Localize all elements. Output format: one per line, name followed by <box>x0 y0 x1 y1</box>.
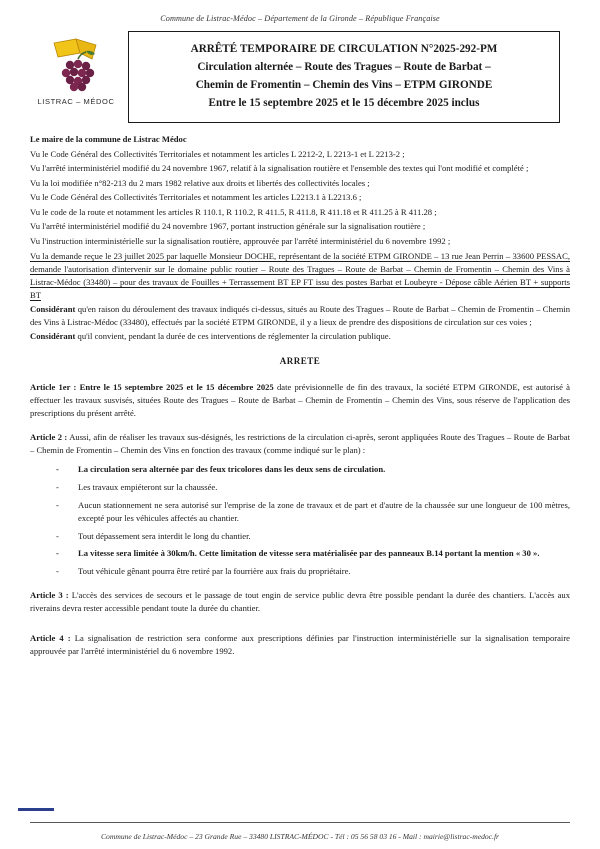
document-header-line: Commune de Listrac-Médoc – Département de la Gironde – République Française <box>160 14 440 23</box>
vu-item: Vu l'arrêté interministériel modifié du 24 novembre 1967, portant instruction générale sur la signalisation routière ; <box>30 221 426 232</box>
vu-item: Vu le code de la route et notamment les articles R 110.1, R 110.2, R 411.5, R 411.8, R 411.18 et R 411.25 à R 411.28 ; <box>30 206 437 217</box>
article-1-dates: Entre le 15 septembre 2025 et le 15 décembre 2025 <box>76 381 274 392</box>
considerant-1-label: Considérant <box>30 303 76 314</box>
article-2-list <box>30 463 570 578</box>
list-item: - Aucun stationnement ne sera autorisé sur l'emprise de la zone de travaux et de part et d'autre de la chaussée sur une longueur de 100 mètres, excepté pour les véhicules affectés au chantier. <box>56 499 570 525</box>
considerant-1-text: qu'en raison du déroulement des travaux indiqués ci-dessus, situés au Route des Tragues – Route de Barbat – Chemin de Fromentin – Chemin des Vins à Listrac-Médoc (33480), effectués par la société ETPM GIRONDE, il y a lieux de prendre des dispositions de circulation sur ces voies ; <box>30 303 570 327</box>
vu-item: Vu le Code Général des Collectivités Territoriales et notamment les articles L 2212-2, L 2213-1 et L 2213-2 ; <box>30 148 405 159</box>
article-3 <box>30 589 570 615</box>
title-header-block <box>30 31 570 123</box>
article-3-text: L'accès des services de secours et le passage de tout engin de service public devra être possible pendant la durée des chantiers. L'accès aux riverains devra rester accessible pendant toute la durée du chantier. <box>30 590 570 614</box>
considerant-2-label: Considérant <box>30 330 76 341</box>
considerant-2-text: qu'il convient, pendant la durée de ces interventions de réglementer la circulation publique. <box>75 330 391 341</box>
considerant-1 <box>30 303 570 329</box>
considerant-2 <box>30 330 570 343</box>
grapes-crest-icon <box>46 37 106 95</box>
list-item: - La vitesse sera limitée à 30km/h. Cette limitation de vitesse sera matérialisée par des panneaux B.14 portant la mention « 30 ». <box>56 547 570 560</box>
commune-logo <box>30 31 122 106</box>
article-4-label: Article 4 : <box>30 633 71 644</box>
vu-item: Vu l'arrêté interministériel modifié du 24 novembre 1967, relatif à la signalisation routière et l'ensemble des textes qui l'ont modifié et complété ; <box>30 163 529 174</box>
document-footer <box>0 828 600 841</box>
article-3-label: Article 3 : <box>30 590 69 601</box>
title-line-3: Chemin de Fromentin – Chemin des Vins – ETPM GIRONDE <box>195 79 493 92</box>
arrete-title-box <box>128 31 560 123</box>
vu-item: Vu la loi modifiée n°82-213 du 2 mars 1982 relative aux droits et libertés des collectivités locales ; <box>30 177 370 188</box>
article-4 <box>30 632 570 658</box>
article-1 <box>30 381 570 420</box>
vu-demande-underlined: Vu la demande reçue le 23 juillet 2025 par laquelle Monsieur DOCHE, représentant de la société ETPM GIRONDE – 13 rue Jean Perrin – 33600 PESSAC, demande l'autorisation d'intervenir sur le domaine public routier – Route des Tragues – Route de Barbat – Chemin de Fromentin – Chemin des Vins à Listrac-Médoc (33480) – pour des travaux de Fouilles + Terrassement BT EP FT issu des postes Barbat et Loubeyre - Dépose câble Aérien BT + supports BT <box>30 250 570 300</box>
article-4-text: La signalisation de restriction sera conforme aux prescriptions définies par l'instruction interministérielle sur la signalisation temporaire approuvée par l'arrêté interministériel du 6 novembre 1992. <box>30 633 570 657</box>
article-2-label: Article 2 : <box>30 431 68 442</box>
list-item: - Tout dépassement sera interdit le long du chantier. <box>56 530 570 543</box>
mayor-lead-line: Le maire de la commune de Listrac Médoc <box>30 133 187 144</box>
document-body <box>30 133 570 659</box>
list-item: - Tout véhicule gênant pourra être retiré par la fourrière aux frais du propriétaire. <box>56 565 570 578</box>
vu-item: Vu le Code Général des Collectivités Territoriales et notamment les articles L2213.1 à L2213.6 ; <box>30 192 362 203</box>
article-1-label: Article 1er : <box>30 381 77 392</box>
title-line-1: ARRÊTÉ TEMPORAIRE DE CIRCULATION N°2025-292-PM <box>190 43 498 55</box>
list-item: - Les travaux empiéteront sur la chaussée. <box>56 481 570 494</box>
footer-divider <box>30 822 570 823</box>
article-2 <box>30 431 570 578</box>
logo-label: LISTRAC – MÉDOC <box>37 97 115 106</box>
arrete-heading: ARRETE <box>279 356 321 366</box>
blue-stamp-mark <box>18 808 54 811</box>
title-line-4: Entre le 15 septembre 2025 et le 15 décembre 2025 inclus <box>208 97 480 110</box>
list-item: - La circulation sera alternée par des feux tricolores dans les deux sens de circulation. <box>56 463 570 476</box>
footer-text: Commune de Listrac-Médoc – 23 Grande Rue – 33480 LISTRAC-MÉDOC - Tél : 05 56 58 03 16 - Mail : <box>100 832 424 841</box>
article-1-text: date prévisionnelle de fin des travaux, la société ETPM GIRONDE, est autorisé à effectuer les travaux susvisés, situées Route des Tragues – Route de Barbat – Chemin de Fromentin – Chemin des Vins, sous réserve de l'application des prescriptions du présent arrêté. <box>30 381 570 418</box>
footer-mail: mairie@listrac-medoc.fr <box>423 832 500 841</box>
article-2-text: Aussi, afin de réaliser les travaux sus-désignés, les restrictions de la circulation ci-après, seront appliquées Route des Tragues – Route de Barbat – Chemin de Fromentin – Chemin des Vins en fonction des travaux (comme indiqué sur le plan) : <box>30 431 570 455</box>
title-line-2: Circulation alternée – Route des Tragues – Route de Barbat – <box>197 61 491 74</box>
vu-item: Vu l'instruction interministérielle sur la signalisation routière, approuvée par l'arrêté interministériel du 6 novembre 1992 ; <box>30 236 451 246</box>
